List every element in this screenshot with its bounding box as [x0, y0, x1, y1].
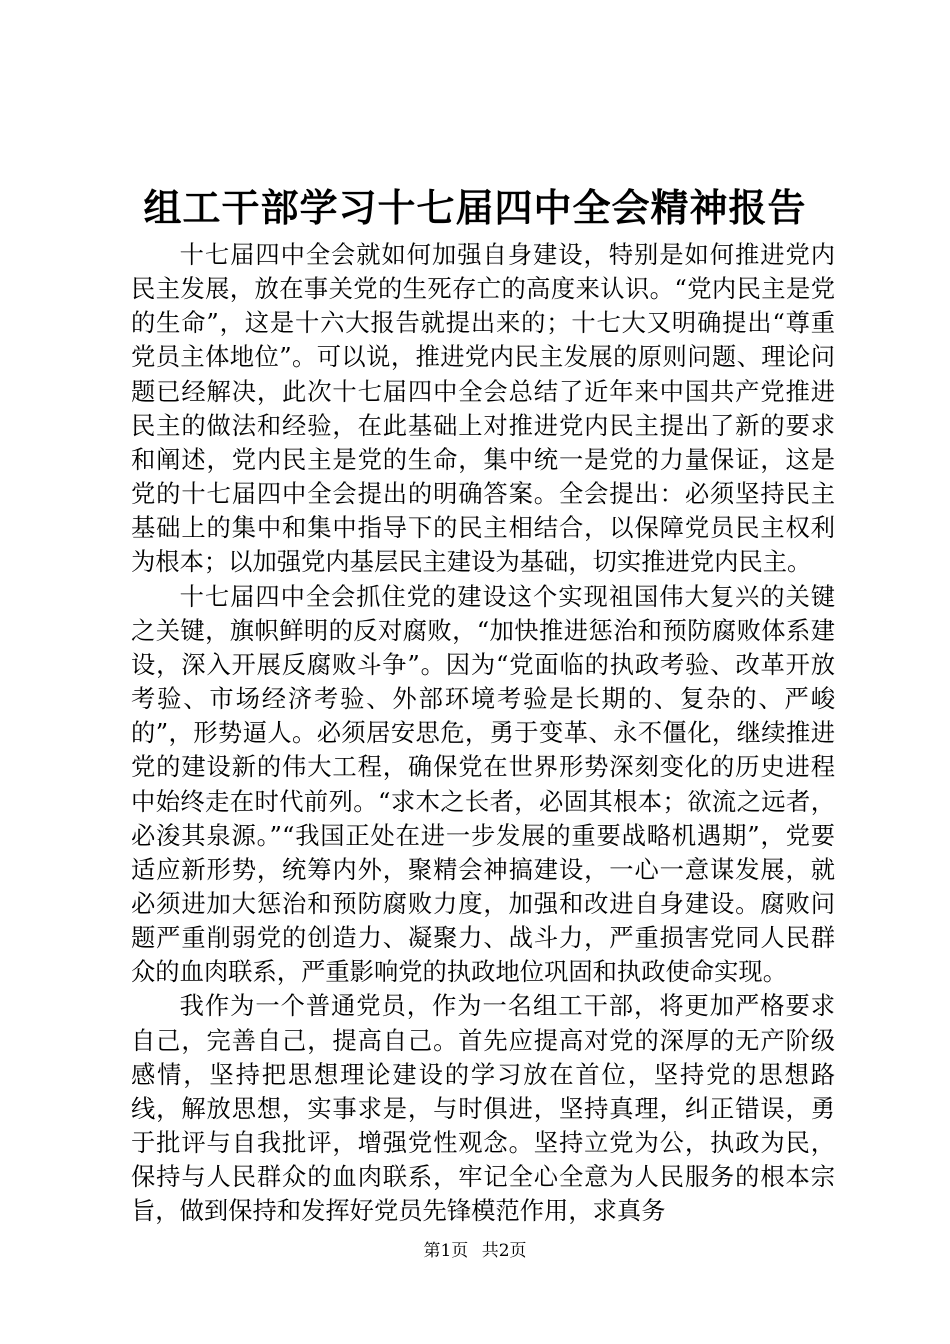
paragraph-3: 我作为一个普通党员，作为一名组工干部，将更加严格要求自己，完善自己，提高自己。首先应提高对党的深厚的无产阶级感情，坚持把思想理论建设的学习放在首位，坚持党的思想路线，解放思想，实事求是，与时俱进，坚持真理，纠正错误，勇于批评与自我批评，增强党性观念。坚持立党为公，执政为民，保持与人民群众的血肉联系，牢记全心全意为人民服务的根本宗旨，做到保持和发挥好党员先锋模范作用，求真务 [131, 991, 835, 1226]
document-body [131, 238, 835, 1229]
page-number-current: 第1页 [423, 1241, 469, 1261]
page-footer [0, 1240, 950, 1262]
paragraph-1: 十七届四中全会就如何加强自身建设，特别是如何推进党内民主发展，放在事关党的生死存亡的高度来认识。“党内民主是党的生命”，这是十六大报告就提出来的；十七大又明确提出“尊重党员主体地位”。可以说，推进党内民主发展的原则问题、理论问题已经解决，此次十七届四中全会总结了近年来中国共产党推进民主的做法和经验，在此基础上对推进党内民主提出了新的要求和阐述，党内民主是党的生命，集中统一是党的力量保证，这是党的十七届四中全会提出的明确答案。全会提出：必须坚持民主基础上的集中和集中指导下的民主相结合，以保障党员民主权利为根本；以加强党内基层民主建设为基础，切实推进党内民主。 [131, 240, 835, 577]
paragraph-2: 十七届四中全会抓住党的建设这个实现祖国伟大复兴的关键之关键，旗帜鲜明的反对腐败，“加快推进惩治和预防腐败体系建设，深入开展反腐败斗争”。因为“党面临的执政考验、改革开放考验、市场经济考验、外部环境考验是长期的、复杂的、严峻的”，形势逼人。必须居安思危，勇于变革、永不僵化，继续推进党的建设新的伟大工程，确保党在世界形势深刻变化的历史进程中始终走在时代前列。“求木之长者，必固其根本；欲流之远者，必浚其泉源。”“我国正处在进一步发展的重要战略机遇期”，党要适应新形势，统筹内外，聚精会神搞建设，一心一意谋发展，就必须进加大惩治和预防腐败力度，加强和改进自身建设。腐败问题严重削弱党的创造力、凝聚力、战斗力，严重损害党同人民群众的血肉联系，严重影响党的执政地位巩固和执政使命实现。 [131, 581, 835, 987]
page-number-total: 共2页 [481, 1241, 527, 1261]
document-title: 组工干部学习十七届四中全会精神报告 [143, 185, 807, 230]
